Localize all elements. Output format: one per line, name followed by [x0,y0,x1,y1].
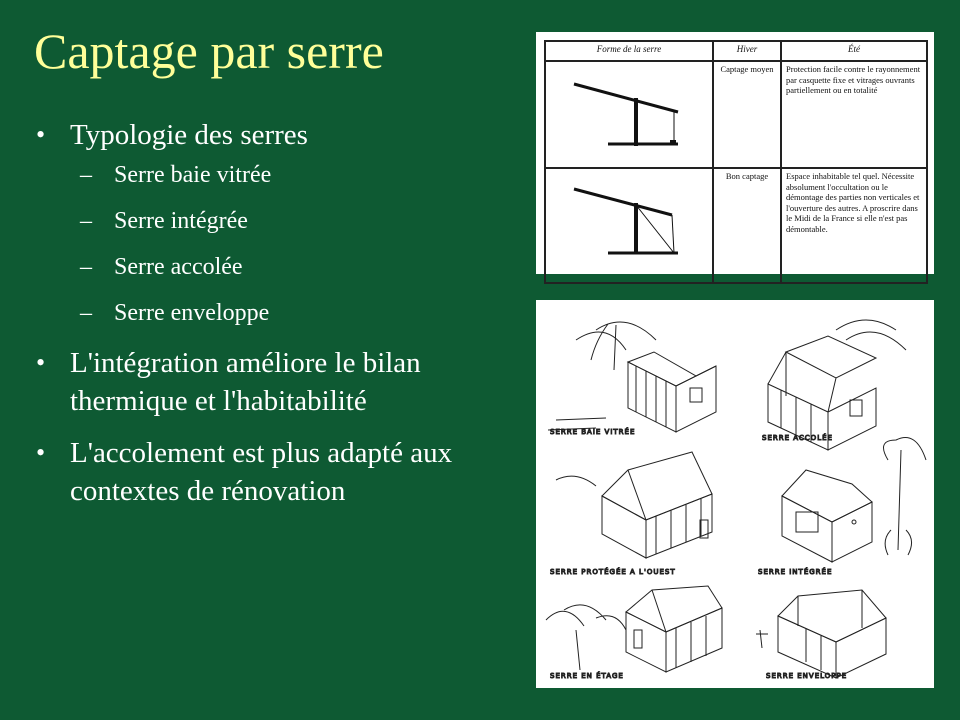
house-sketch-protegee-ouest [556,452,712,558]
table-row [545,168,927,283]
bullet-dot-icon: • [36,438,46,467]
sub-bullet-enveloppe [34,298,524,328]
illustration-label: SERRE ACCOLÉE [762,434,833,442]
house-sketch-integree [782,438,926,563]
ete-cell: Protection facile contre le rayonnement par casquette fixe et vitrages ouvrants partiellement ou en totalité [781,61,927,168]
bullet-text: L'intégration améliore le bilan thermique et l'habitabilité [70,347,421,417]
house-sketch-accolee [768,320,906,450]
sub-bullet-accolee [34,252,524,282]
ete-cell: Espace inhabitable tel quel. Nécessite absolument l'occultation ou le démontage des parties non verticales et l'ouverture des autres. A proscrire dans le Midi de la France si elle n'est pas démontable. [781,168,927,283]
dash-icon: – [80,208,92,234]
bullet-accolement [34,434,524,510]
greenhouse-section-icon [550,171,714,275]
sub-bullet-text: Serre accolée [114,254,243,280]
bullet-integration [34,344,524,420]
house-sketch-baie-vitree [548,322,716,432]
serre-comparison-table [536,32,934,274]
bullet-list [34,116,524,516]
illustration-label: SERRE INTÉGRÉE [758,568,833,576]
greenhouse-section-icon [550,64,714,160]
header-forme: Forme de la serre [545,41,713,61]
header-ete: Été [781,41,927,61]
house-sketch-en-etage [546,586,722,672]
hiver-cell: Captage moyen [713,61,781,168]
serre-shape-drawing-1 [545,61,713,168]
sub-bullet-text: Serre baie vitrée [114,162,272,188]
dash-icon: – [80,162,92,188]
sub-bullet-list [34,160,524,328]
bullet-dot-icon: • [36,120,46,149]
sub-bullet-text: Serre intégrée [114,208,248,234]
bullet-text: Typologie des serres [70,119,308,151]
slide-title: Captage par serre [34,23,384,79]
dash-icon: – [80,254,92,280]
serre-types-illustration [536,300,934,688]
illustration-label: SERRE EN ÉTAGE [550,672,624,680]
illustration-label: SERRE PROTÉGÉE A L'OUEST [550,568,676,576]
serre-shape-drawing-2 [545,168,713,283]
bullet-typologie [34,116,524,154]
header-hiver: Hiver [713,41,781,61]
illustration-label: SERRE BAIE VITRÉE [550,428,636,436]
sub-bullet-text: Serre enveloppe [114,300,270,326]
sub-bullet-baie-vitree [34,160,524,190]
bullet-dot-icon: • [36,348,46,377]
hiver-cell: Bon captage [713,168,781,283]
house-sketch-enveloppe [756,590,886,678]
illustration-label: SERRE ENVELOPPE [766,672,848,680]
table-row [545,61,927,168]
bullet-text: L'accolement est plus adapté aux contextes de rénovation [70,437,453,507]
dash-icon: – [80,300,92,326]
table-header-row [545,41,927,61]
sub-bullet-integree [34,206,524,236]
